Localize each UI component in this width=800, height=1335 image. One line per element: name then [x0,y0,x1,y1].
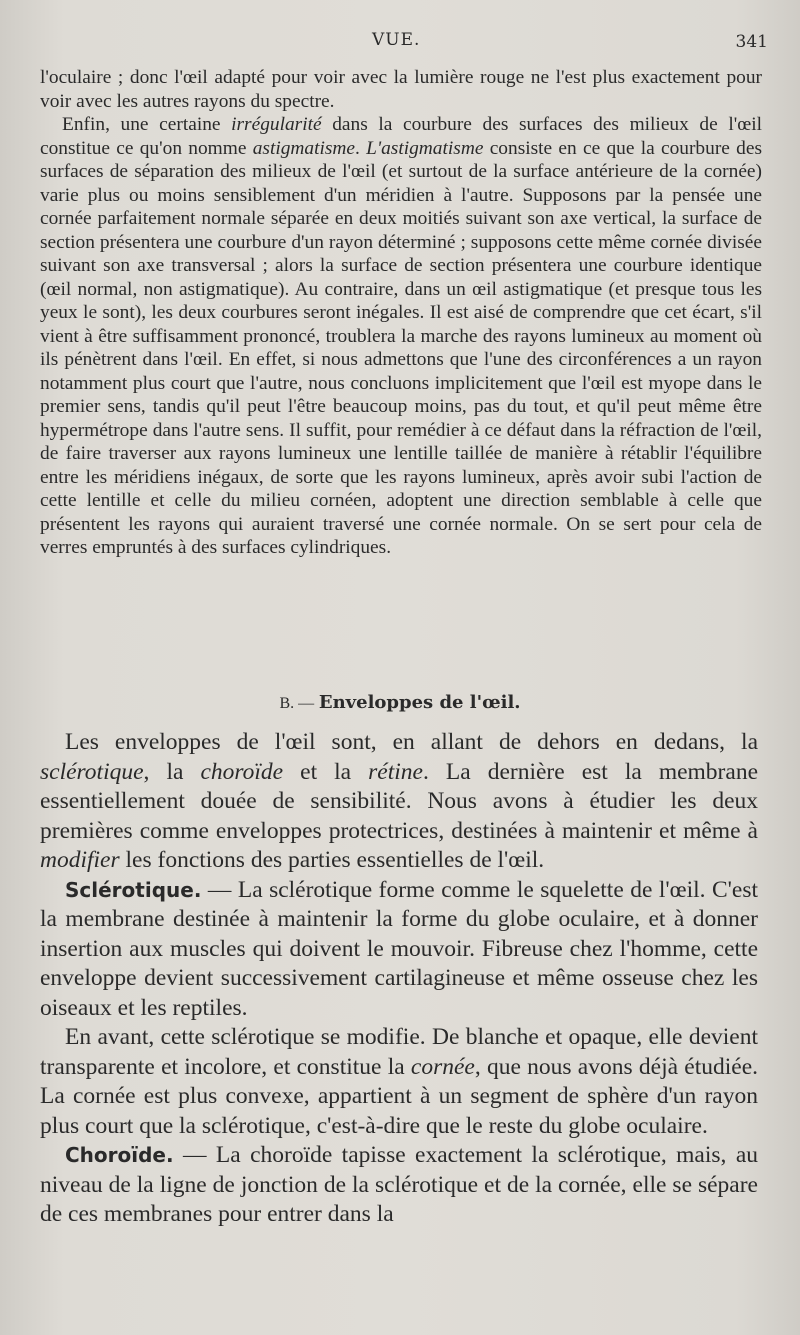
term-l-astigmatisme: L'astigmatisme [366,137,484,159]
term-sclerotique: sclérotique [40,758,144,785]
paragraph-oculaire: l'oculaire ; donc l'œil adapté pour voir avec la lumière rouge ne l'est plus exactement pour voir avec les autres rayons du spectre. [40,67,762,112]
page-header [0,30,800,58]
term-choroide: choroïde [200,758,284,785]
small-print-section [40,66,762,560]
paragraph-cornee: En avant, cette sclérotique se modifie. De blanche et opaque, elle devient transparente et incolore, et constitue la cornée, que nous avons déjà étudiée. La cornée est plus convexe, appartient à un segment de sphère d'un rayon plus court que la sclérotique, c'est-à-dire que le reste du globe oculaire. [40,1024,758,1139]
run-in-heading-choroide: Choroïde. [65,1143,174,1167]
paragraph-astigmatisme: Enfin, une certaine irrégularité dans la courbure des surfaces des milieux de l'œil constitue ce qu'on nomme astigmatisme. L'astigmatisme consiste en ce que la courbure des surfaces de séparation des milieux de l'œil (et surtout de la surface antérieure de la cornée) varie plus ou moins sensiblement d'un méridien à l'autre. Supposons par la pensée une cornée parfaitement normale séparée en deux moitiés suivant son axe vertical, la surface de section présentera une courbure d'un rayon déterminé ; supposons cette même cornée divisée suivant son axe transversal ; alors la surface de section présentera une courbure identique (œil normal, non astigmatique). Au contraire, dans un œil astigmatique (et presque tous les yeux le sont), les deux courbures seront inégales. Il est aisé de comprendre que cet écart, s'il vient à être suffisamment prononcé, troublera la marche des rayons lumineux au moment où ils pénètrent dans l'œil. En effet, si nous admettons que l'une des circonférences a un rayon notamment plus court que l'autre, nous concluons implicitement que l'œil est myope dans le premier sens, tandis qu'il peut l'être beaucoup moins, pas du tout, et qu'il peut même être hypermétrope dans l'autre sens. Il suffit, pour remédier à ce défaut dans la réfraction de l'œil, de faire traverser aux rayons lumineux une lentille taillée de manière à rétablir l'équilibre entre les méridiens inégaux, de sorte que les rayons lumineux, après avoir subi l'action de cette lentille et celle du milieu cornéen, adoptent une direction semblable à celle que présentent les rayons qui auraient traversé une cornée normale. On se sert pour cela de verres empruntés à des surfaces cylindriques. [40,114,762,558]
running-title: VUE. [372,30,421,50]
paragraph-choroide: Choroïde. — La choroïde tapisse exactement la sclérotique, mais, au niveau de la ligne de jonction de la sclérotique et de la cornée, elle se sépare de ces membranes pour entrer dans la [40,1142,758,1227]
page-number: 341 [735,32,768,52]
term-retine: rétine [368,758,423,785]
term-modifier: modifier [40,847,120,873]
section-heading [0,692,800,714]
term-astigmatisme: astigmatisme [252,137,356,159]
main-text-section [40,728,758,1230]
section-title: Enveloppes de l'œil. [318,692,521,713]
section-label: B. — [279,695,315,712]
paragraph-enveloppes: Les enveloppes de l'œil sont, en allant de dehors en dedans, la sclérotique, la choroïde et la rétine. La dernière est la membrane essentiellement douée de sensibilité. Nous avons à étudier les deux premières comme enveloppes protectrices, destinées à maintenir et même à modifier les fonctions des parties essentielles de l'œil. [40,729,758,873]
run-in-heading-sclerotique: Sclérotique. [65,877,202,902]
term-cornee: cornée [410,1053,475,1080]
paragraph-sclerotique: Sclérotique. — La sclérotique forme comme le squelette de l'œil. C'est la membrane destinée à maintenir la forme du globe oculaire, et à donner insertion aux muscles qui doivent le mouvoir. Fibreuse chez l'homme, cette enveloppe devient successivement cartilagineuse et même osseuse chez les oiseaux et les reptiles. [40,876,758,1021]
term-irregularite: irrégularité [231,114,322,135]
